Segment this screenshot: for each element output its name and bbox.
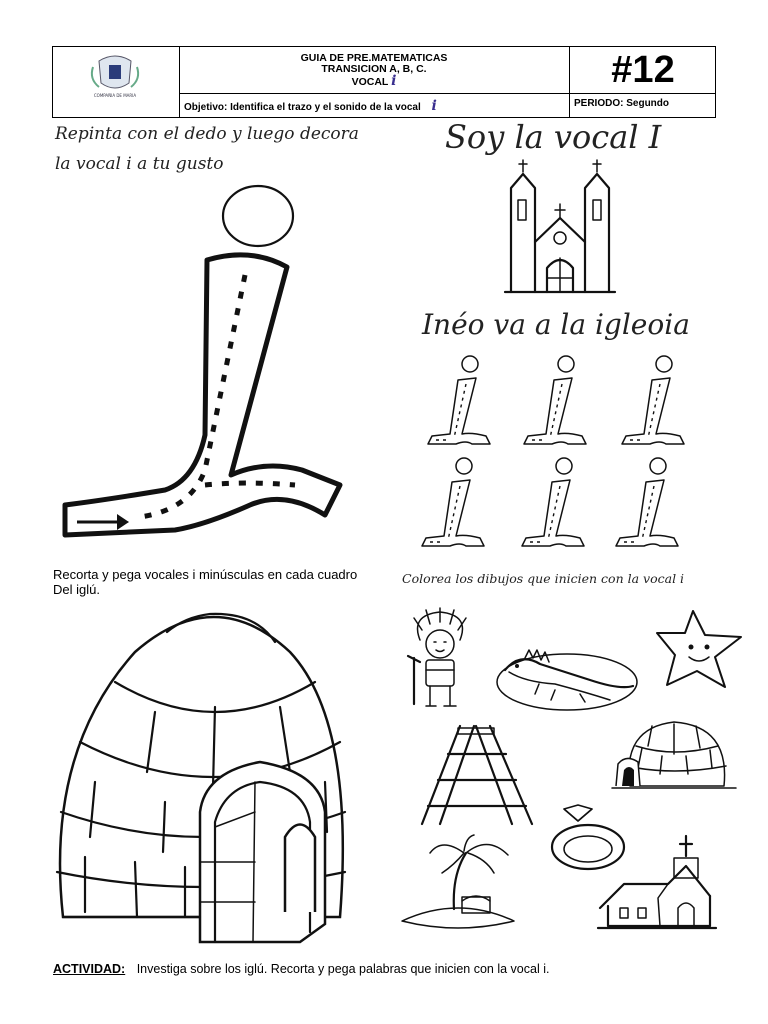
header-table (52, 46, 716, 118)
vocal-label: VOCAL (351, 76, 389, 88)
svg-text:COMPAÑIA DE MARIA: COMPAÑIA DE MARIA (93, 93, 137, 98)
vocal-glyph: i (391, 73, 397, 89)
cut-paste-instruction-line1: Recorta y pega vocales i minúsculas en cada cuadro (53, 567, 358, 582)
activity-footer (53, 962, 549, 976)
header-divider (179, 93, 715, 94)
star-icon (655, 607, 745, 689)
small-i-trace (422, 458, 484, 546)
igloo-small-icon (612, 718, 737, 793)
iguana-icon (495, 642, 640, 712)
header-title-line2: TRANSICION A, B, C. (321, 63, 427, 75)
trace-instruction-line1: Repinta con el dedo y luego decora (55, 124, 359, 144)
objective-text (184, 98, 437, 114)
color-instruction: Colorea los dibujos que inicien con la vocal i (402, 571, 685, 586)
objective-glyph: i (431, 98, 437, 114)
big-letter-i-trace (55, 185, 345, 555)
ladder-icon (420, 724, 540, 829)
small-i-trace (522, 458, 584, 546)
small-i-trace (616, 458, 678, 546)
header-title-line1: GUIA DE PRE.MATEMATICAS (300, 52, 448, 64)
header-title-line3 (179, 75, 569, 88)
activity-label: ACTIVIDAD: (53, 962, 126, 976)
small-i-trace (524, 356, 586, 444)
trace-instruction-line2: la vocal i a tu gusto (55, 154, 224, 174)
small-i-trace (428, 356, 490, 444)
indian-icon (400, 610, 480, 710)
objective-label: Objetivo: Identifica el trazo y el sonido de la vocal (184, 102, 421, 113)
small-i-trace (622, 356, 684, 444)
school-logo-icon (85, 53, 145, 101)
igloo-large-icon (55, 612, 370, 947)
period-text: PERIODO: Segundo (574, 98, 669, 109)
church-sentence: Inéo va a la igleoia (422, 308, 690, 341)
small-i-trace-grid (420, 350, 720, 560)
soy-la-vocal-heading: Soy la vocal I (445, 118, 662, 156)
chapel-icon (598, 836, 718, 931)
church-icon (505, 160, 615, 295)
guide-number: #12 (611, 49, 675, 91)
island-icon (398, 835, 518, 935)
activity-text: Investiga sobre los iglú. Recorta y pega palabras que inicien con la vocal i. (136, 962, 550, 976)
cut-paste-instruction-line2: Del iglú. (53, 582, 100, 597)
